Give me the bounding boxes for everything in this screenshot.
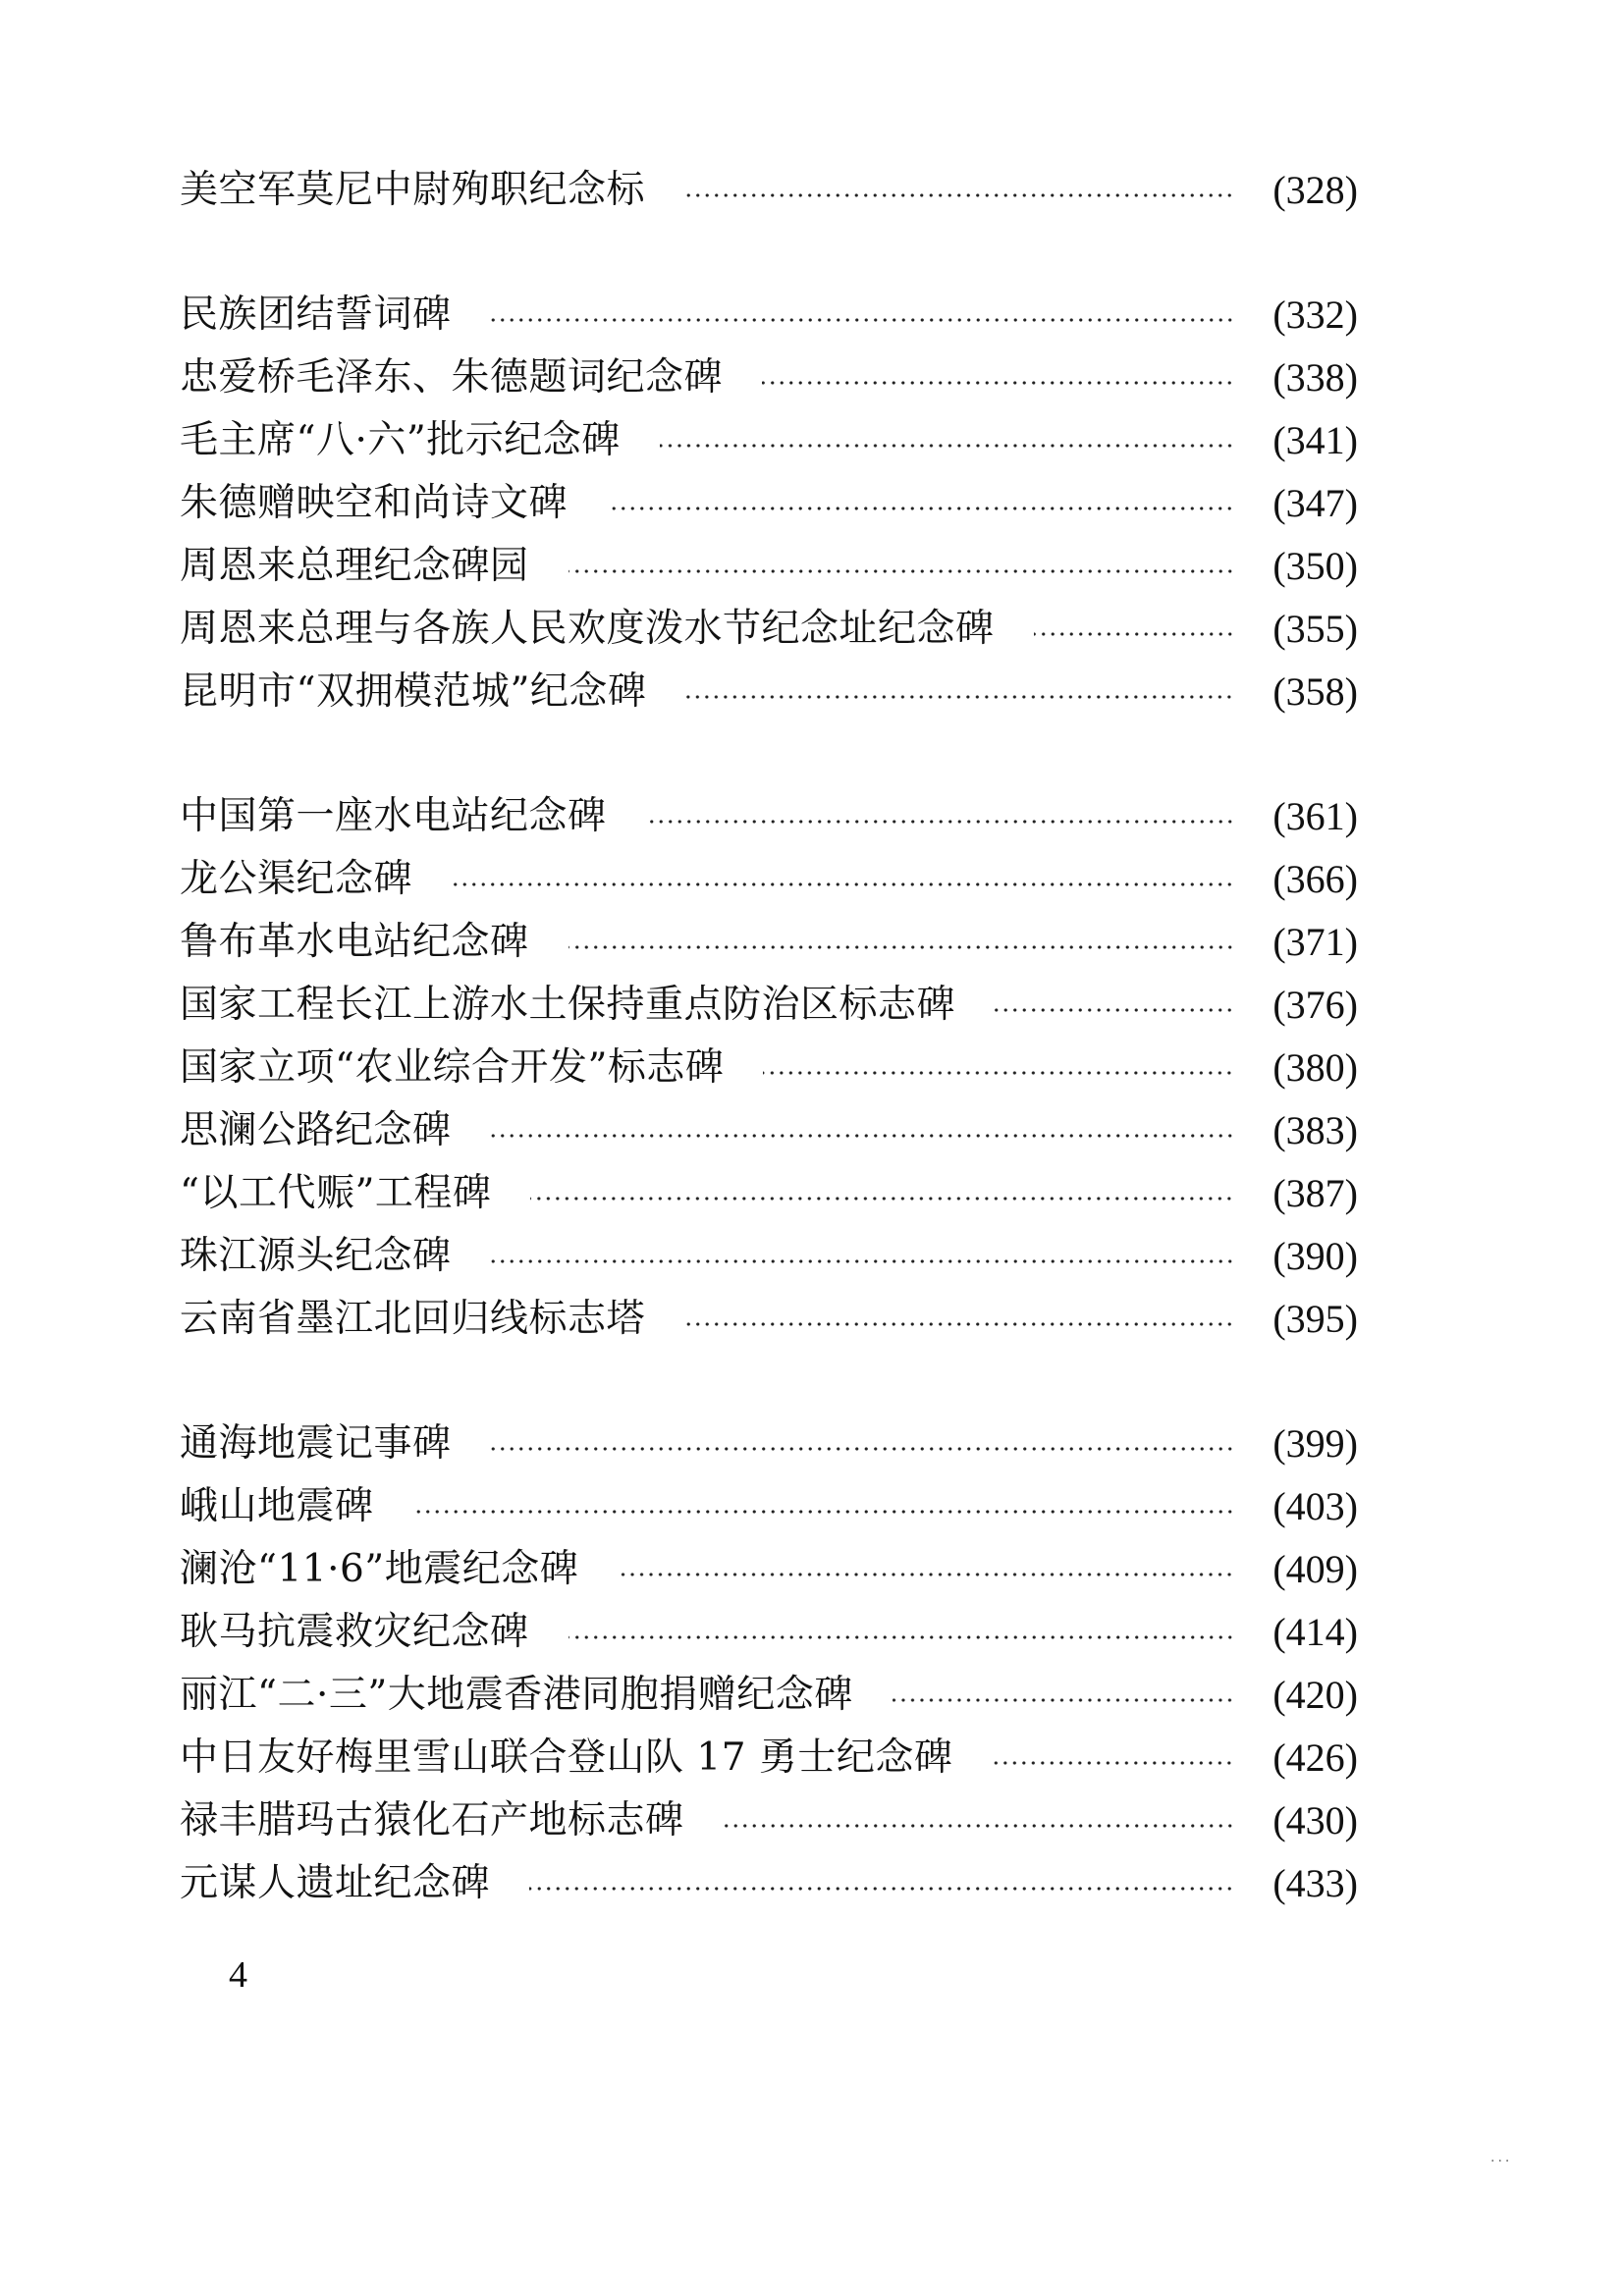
toc-entry-title: 国家立项“农业综合开发”标志碑: [180, 1045, 725, 1090]
toc-entry[interactable]: [180, 1538, 1358, 1601]
toc-entry-title: 国家工程长江上游水土保持重点防治区标志碑: [180, 983, 956, 1027]
toc-entry-page: (426): [1272, 1735, 1358, 1780]
toc-entry-page: (420): [1272, 1673, 1358, 1717]
toc-entry-page: (403): [1272, 1484, 1358, 1528]
dot-leader: [646, 820, 1234, 824]
toc-entry-title: 中国第一座水电站纪念碑: [180, 794, 607, 838]
toc-entry[interactable]: [180, 1475, 1358, 1538]
dot-leader: [491, 1134, 1234, 1138]
toc-entry-page: (399): [1272, 1421, 1358, 1466]
toc-entry-page: (390): [1272, 1234, 1358, 1278]
toc-entry[interactable]: [180, 1288, 1358, 1351]
toc-entry-page: (430): [1272, 1798, 1358, 1842]
toc-entry-title: 忠爱桥毛泽东、朱德题词纪念碑: [180, 355, 724, 400]
dot-leader: [660, 444, 1234, 448]
toc-entry[interactable]: [180, 598, 1358, 661]
toc-entry-title: 昆明市“双拥模范城”纪念碑: [180, 669, 647, 714]
toc-entry[interactable]: [180, 1789, 1358, 1852]
toc-entry[interactable]: [180, 661, 1358, 723]
toc-entry[interactable]: [180, 1413, 1358, 1475]
toc-entry[interactable]: [180, 535, 1358, 598]
toc-entry[interactable]: [180, 785, 1358, 848]
toc-entry-title: 中日友好梅里雪山联合登山队 17 勇士纪念碑: [180, 1735, 953, 1780]
toc-entry[interactable]: [180, 1225, 1358, 1288]
toc-entry[interactable]: [180, 1664, 1358, 1727]
toc-entry-title: 峨山地震碑: [180, 1484, 374, 1528]
toc-entry[interactable]: [180, 1727, 1358, 1789]
toc-entry-title: 周恩来总理与各族人民欢度泼水节纪念址纪念碑: [180, 607, 995, 651]
toc-entry-page: (409): [1272, 1547, 1358, 1591]
toc-entry-title: 毛主席“八·六”批示纪念碑: [180, 418, 621, 462]
toc-entry-page: (433): [1272, 1861, 1358, 1905]
toc-entry[interactable]: [180, 159, 1358, 222]
toc-entry[interactable]: [180, 347, 1358, 409]
toc-entry-page: (355): [1272, 607, 1358, 651]
toc-group: [180, 284, 1358, 723]
toc-entry-title: 朱德赠映空和尚诗文碑: [180, 481, 568, 525]
toc-entry-page: (328): [1272, 168, 1358, 212]
toc-entry-title: 元谋人遗址纪念碑: [180, 1861, 491, 1905]
toc-entry-page: (371): [1272, 920, 1358, 964]
toc-entry-title: 龙公渠纪念碑: [180, 857, 413, 901]
dot-leader: [568, 569, 1234, 573]
dot-leader: [992, 1761, 1234, 1765]
toc-entry[interactable]: [180, 284, 1358, 347]
toc-entry[interactable]: [180, 472, 1358, 535]
dot-leader: [491, 318, 1234, 322]
dot-leader: [685, 695, 1234, 699]
dot-leader: [618, 1573, 1234, 1576]
dot-leader: [413, 1510, 1234, 1514]
toc-entry-title: 鲁布革水电站纪念碑: [180, 920, 529, 964]
toc-entry-page: (414): [1272, 1610, 1358, 1654]
dot-leader: [452, 882, 1234, 886]
toc-entry-title: 丽江“二·三”大地震香港同胞捐赠纪念碑: [180, 1673, 853, 1717]
toc-entry[interactable]: [180, 409, 1358, 472]
toc-entry-page: (395): [1272, 1297, 1358, 1341]
toc-entry-page: (338): [1272, 355, 1358, 400]
dot-leader: [607, 507, 1234, 510]
corner-scan-mark: ...: [1490, 2150, 1513, 2165]
toc-entry-title: 民族团结誓词碑: [180, 293, 452, 337]
toc-entry-title: 通海地震记事碑: [180, 1421, 452, 1466]
toc-entry-page: (380): [1272, 1045, 1358, 1090]
dot-leader: [530, 1197, 1234, 1201]
toc-entry-page: (341): [1272, 418, 1358, 462]
toc-entry-title: 周恩来总理纪念碑园: [180, 544, 529, 588]
dot-leader: [762, 381, 1234, 385]
toc-entry-title: 云南省墨江北回归线标志塔: [180, 1297, 646, 1341]
dot-leader: [491, 1259, 1234, 1263]
toc-entry-page: (366): [1272, 857, 1358, 901]
toc-entry-title: 思澜公路纪念碑: [180, 1108, 452, 1152]
dot-leader: [995, 1008, 1234, 1012]
dot-leader: [724, 1824, 1234, 1828]
toc-entry[interactable]: [180, 848, 1358, 911]
dot-leader: [568, 1635, 1234, 1639]
toc-entry-title: “以工代赈”工程碑: [180, 1171, 492, 1215]
toc-entry-page: (383): [1272, 1108, 1358, 1152]
toc-entry-title: 珠江源头纪念碑: [180, 1234, 452, 1278]
dot-leader: [1034, 632, 1234, 636]
toc-entry-page: (361): [1272, 794, 1358, 838]
toc-entry-title: 美空军莫尼中尉殉职纪念标: [180, 168, 646, 212]
toc-entry[interactable]: [180, 1601, 1358, 1664]
toc-entry-page: (358): [1272, 669, 1358, 714]
dot-leader: [893, 1698, 1234, 1702]
dot-leader: [568, 945, 1234, 949]
dot-leader: [684, 193, 1234, 197]
toc-entry[interactable]: [180, 1852, 1358, 1915]
toc-entry-title: 耿马抗震救灾纪念碑: [180, 1610, 529, 1654]
toc-group: [180, 159, 1358, 222]
toc-entry-page: (347): [1272, 481, 1358, 525]
page-number: 4: [229, 1954, 247, 1996]
toc-group: [180, 785, 1358, 1351]
dot-leader: [529, 1887, 1234, 1891]
dot-leader: [684, 1322, 1234, 1326]
toc-entry-page: (350): [1272, 544, 1358, 588]
table-of-contents: [180, 159, 1358, 1977]
toc-entry-title: 禄丰腊玛古猿化石产地标志碑: [180, 1798, 684, 1842]
toc-entry[interactable]: [180, 974, 1358, 1037]
toc-entry-page: (376): [1272, 983, 1358, 1027]
dot-leader: [763, 1071, 1234, 1075]
toc-entry-page: (332): [1272, 293, 1358, 337]
toc-group: [180, 1413, 1358, 1915]
toc-entry-page: (387): [1272, 1171, 1358, 1215]
toc-entry[interactable]: [180, 1099, 1358, 1162]
toc-entry-title: 澜沧“11·6”地震纪念碑: [180, 1547, 579, 1591]
toc-entry[interactable]: [180, 911, 1358, 974]
dot-leader: [491, 1447, 1234, 1451]
toc-entry[interactable]: [180, 1037, 1358, 1099]
toc-entry[interactable]: [180, 1162, 1358, 1225]
